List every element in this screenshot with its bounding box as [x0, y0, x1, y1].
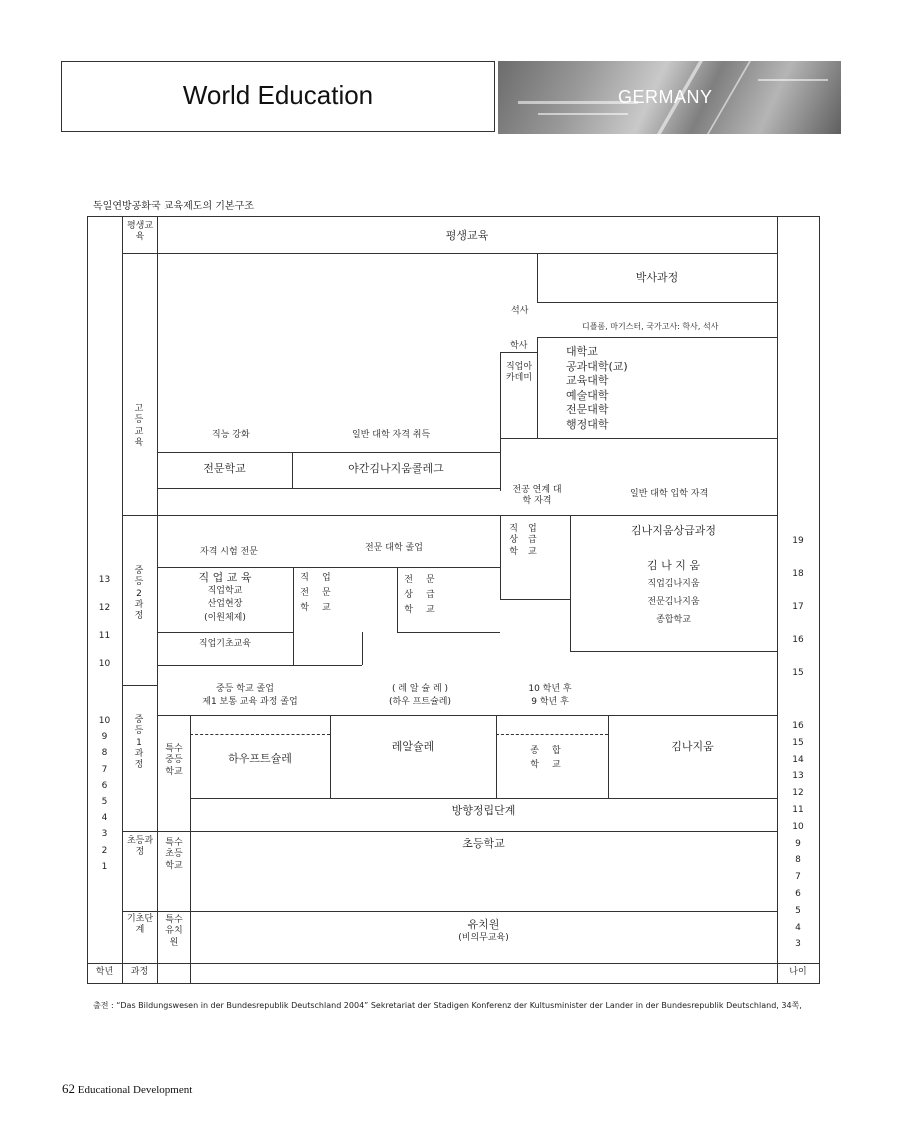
realschule-note: ( 레 알 슐 레 ) [391, 684, 449, 694]
realschule: 레알슐레 [391, 740, 435, 753]
kindergarten: 유치원 [467, 918, 500, 931]
age-number: 16 [792, 635, 804, 645]
age-number: 14 [792, 754, 804, 765]
page-footer [62, 1081, 192, 1097]
age-list-lower [777, 718, 819, 953]
doctor-course: 박사과정 [635, 271, 679, 284]
gym-types [570, 557, 777, 629]
age-list-upper [777, 525, 819, 690]
after-grade10: 10 학년 후 [528, 684, 572, 694]
first-general-grad: 제1 보통 교육 과정 졸업 [202, 697, 298, 707]
header-title-box [61, 61, 495, 132]
gym-type-item: 전문김나지움 [647, 597, 700, 607]
mid-school-grad: 중등 학교 졸업 [216, 684, 274, 694]
elementary-stage-label: 초등과정 [126, 836, 154, 858]
hauptschule: 하우프트슐레 [228, 752, 292, 765]
header-title: World Education [182, 80, 374, 110]
header-country: GERMANY [618, 87, 713, 107]
lifelong-col-label: 평생교육 [126, 221, 154, 243]
age-number: 6 [795, 888, 801, 899]
after-grade9: 9 학년 후 [531, 697, 569, 707]
university-item: 예술대학 [566, 388, 609, 402]
gymnasium: 김나지움 [671, 740, 714, 753]
master-label: 석사 [511, 306, 529, 316]
special-upper-school: 전문상급학교 [404, 575, 448, 615]
age-number: 18 [792, 569, 804, 579]
age-number: 13 [792, 771, 804, 782]
diagram-caption: 독일연방공화국 교육제도의 기본구조 [93, 201, 254, 212]
grade-number: 10 [98, 659, 111, 669]
grade-number: 8 [101, 748, 108, 759]
age-number: 7 [795, 872, 801, 883]
university-item: 공과대학(교) [566, 359, 628, 373]
age-number: 10 [792, 821, 804, 832]
grade-list-upper [87, 566, 122, 678]
age-number: 5 [795, 905, 801, 916]
grade-number: 11 [98, 631, 111, 641]
special-kindergarten: 특수유치원 [165, 915, 183, 948]
source-citation: 출전 : “Das Bildungswesen in der Bundesrepublik Deutschland 2004” Sekretariat der Stadigen Konferenz der Kultusminister der Lander in der Bundesrepublik Deutschland, 34쪽, [93, 1001, 802, 1010]
major-link-qual: 전공 연계 대학 자격 [512, 485, 562, 507]
kindergarten-note: (비의무교육) [458, 933, 509, 943]
grade-number: 4 [101, 813, 108, 824]
grade-header: 학년 [95, 967, 114, 977]
bachelor-label: 학사 [510, 341, 528, 351]
gym-upper-course: 김나지움상급과정 [630, 524, 716, 537]
general-qual-label: 일반 대학 자격 취득 [352, 430, 431, 440]
grade-number: 7 [101, 764, 108, 775]
lifelong-row-label: 평생교육 [445, 229, 489, 242]
grade-number: 12 [98, 603, 111, 613]
age-header: 나이 [789, 967, 807, 977]
grade-number: 1 [101, 861, 108, 872]
university-item: 전문대학 [566, 403, 609, 416]
age-number: 15 [792, 668, 804, 678]
voc-basic-edu: 직업기초교육 [198, 639, 252, 649]
degree-note: 디플롬, 마기스터, 국가고사: 학사, 석사 [582, 322, 719, 331]
voc-special-school: 직업전문학교 [300, 573, 344, 613]
gym-type-item: 직업김나지움 [647, 579, 700, 589]
gym-type-item: 김 나 지 움 [647, 559, 700, 572]
voc-academy: 직업아카데미 [505, 362, 533, 384]
university-item: 대학교 [566, 345, 598, 358]
special-elem-school: 특수초등학교 [165, 838, 183, 871]
secondary2-label: 중등2과정 [134, 566, 144, 621]
page-number: 62 [62, 1081, 75, 1096]
university-item: 교육대학 [566, 374, 609, 387]
higher-edu-label: 고등교육 [134, 404, 144, 448]
age-number: 17 [792, 602, 804, 612]
college-grad-label: 전문 대학 졸업 [365, 543, 423, 553]
special-mid-school: 특수중등학교 [165, 744, 183, 777]
age-number: 9 [795, 838, 801, 849]
hauptschule-note: (하우 프트슐레) [388, 697, 452, 707]
age-number: 4 [795, 922, 801, 933]
header-photo [498, 61, 841, 134]
evening-gymnasium: 야간김나지움콜레그 [348, 462, 444, 475]
grade-number: 10 [98, 716, 111, 726]
university-list [566, 345, 628, 432]
grade-number: 5 [101, 797, 108, 808]
university-item: 행정대학 [566, 417, 609, 431]
gym-type-item: 종합학교 [656, 615, 691, 625]
age-number: 11 [792, 804, 804, 815]
qual-exam-label: 자격 시험 전문 [200, 547, 258, 557]
grade-number: 2 [101, 845, 108, 856]
foundation-stage-label: 기초단계 [126, 914, 154, 936]
voc-education-box [157, 571, 293, 625]
voc-edu-item: (이원체제) [204, 612, 246, 623]
general-entry-qual: 일반 대학 입학 자격 [630, 489, 709, 499]
skill-up-label: 직능 강화 [212, 430, 250, 440]
magazine-name: Educational Development [77, 1084, 193, 1096]
age-number: 8 [795, 855, 801, 866]
grade-number: 9 [101, 732, 108, 743]
age-number: 3 [795, 939, 801, 950]
grade-number: 3 [101, 829, 108, 840]
grade-number: 13 [98, 575, 111, 585]
age-number: 15 [792, 737, 804, 748]
tech-school: 전문학교 [203, 462, 246, 475]
age-number: 12 [792, 788, 804, 799]
voc-edu-title: 직 업 교 육 [198, 571, 252, 584]
age-number: 16 [792, 721, 804, 731]
voc-upper-school: 직업상급학교 [509, 524, 547, 557]
secondary1-label: 중등1과정 [134, 715, 144, 770]
course-header: 과정 [130, 967, 149, 977]
orientation-stage: 방향정립단계 [451, 804, 516, 817]
age-number: 19 [792, 536, 804, 546]
comprehensive-school: 종합학교 [530, 746, 574, 770]
grade-list-lower [87, 713, 122, 875]
voc-edu-item: 산업현장 [207, 599, 243, 609]
grade-number: 6 [101, 780, 108, 791]
elementary-school: 초등학교 [462, 837, 505, 850]
voc-edu-item: 직업학교 [207, 585, 243, 596]
